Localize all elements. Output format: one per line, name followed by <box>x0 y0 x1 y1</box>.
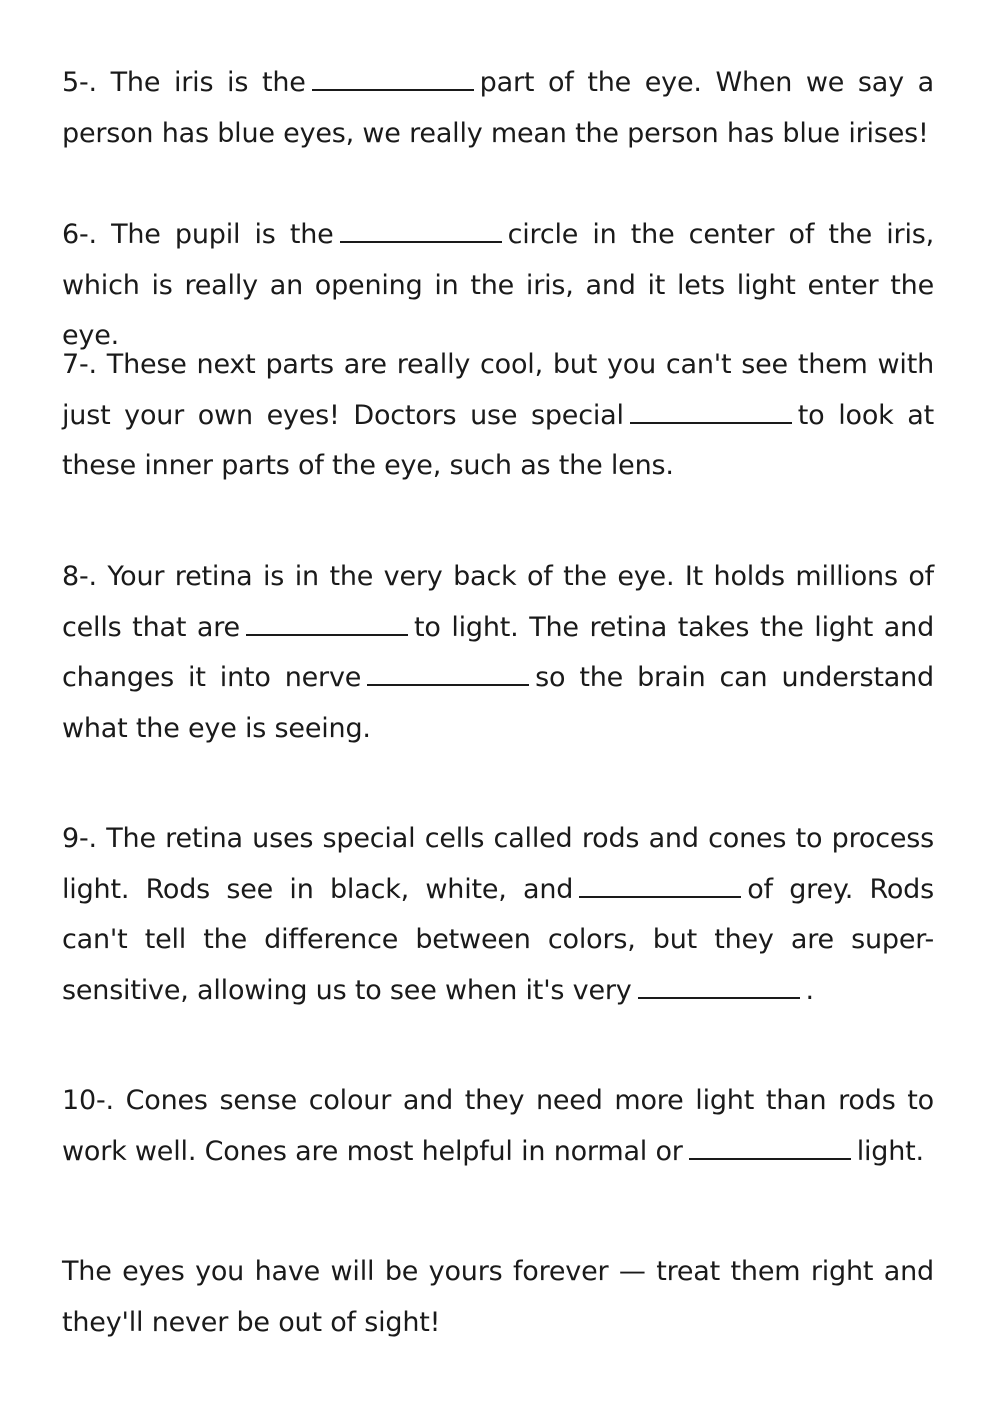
question-6 <box>62 210 934 362</box>
question-9-blank-2[interactable] <box>638 967 800 999</box>
question-5-text-end: part of the eye. When we say a person has blue eyes, we really mean the person has blue irises! <box>62 67 934 149</box>
question-8-blank-1[interactable] <box>246 604 408 636</box>
question-5-blank[interactable] <box>312 59 474 91</box>
question-9-text-end: . <box>805 974 814 1006</box>
question-5 <box>62 58 934 159</box>
question-10-blank[interactable] <box>689 1128 851 1160</box>
question-7-blank[interactable] <box>630 392 792 424</box>
question-9-text-start: 9-. The retina uses special cells called rods and cones to process light. Rods see in black, white, and <box>62 823 934 905</box>
question-10 <box>62 1076 934 1177</box>
closing-message: The eyes you have will be yours forever — treat them right and they'll never be out of sight! <box>62 1256 934 1338</box>
question-7 <box>62 340 934 492</box>
question-8 <box>62 552 934 754</box>
question-6-text-start: 6-. The pupil is the <box>62 219 334 250</box>
question-8-text-middle: to light. The retina takes the light and changes it into nerve <box>62 611 935 693</box>
question-6-text-end: circle in the center of the iris, which is really an opening in the iris, and it lets light enter the eye. <box>62 219 934 351</box>
question-8-text-end: so the brain can understand what the eye is seeing. <box>62 662 934 744</box>
question-5-text-start: 5-. The iris is the <box>62 67 306 98</box>
question-9 <box>62 814 934 1016</box>
question-9-text-middle: of grey. Rods can't tell the difference between colors, but they are super-sensitive, allowing us to see when it's very <box>62 873 934 1006</box>
question-8-text-start: 8-. Your retina is in the very back of the eye. It holds millions of cells that are <box>62 561 934 643</box>
question-10-text-start: 10-. Cones sense colour and they need more light than rods to work well. Cones are most helpful in normal or <box>62 1085 934 1167</box>
question-7-text-start: 7-. These next parts are really cool, but you can't see them with just your own eyes! Doctors use special <box>62 349 934 431</box>
question-7-text-end: to look at these inner parts of the eye, such as the lens. <box>62 399 935 481</box>
question-8-blank-2[interactable] <box>367 654 529 686</box>
question-9-blank-1[interactable] <box>579 866 741 898</box>
question-6-blank[interactable] <box>340 211 502 243</box>
question-10-text-end: light. <box>856 1135 924 1167</box>
